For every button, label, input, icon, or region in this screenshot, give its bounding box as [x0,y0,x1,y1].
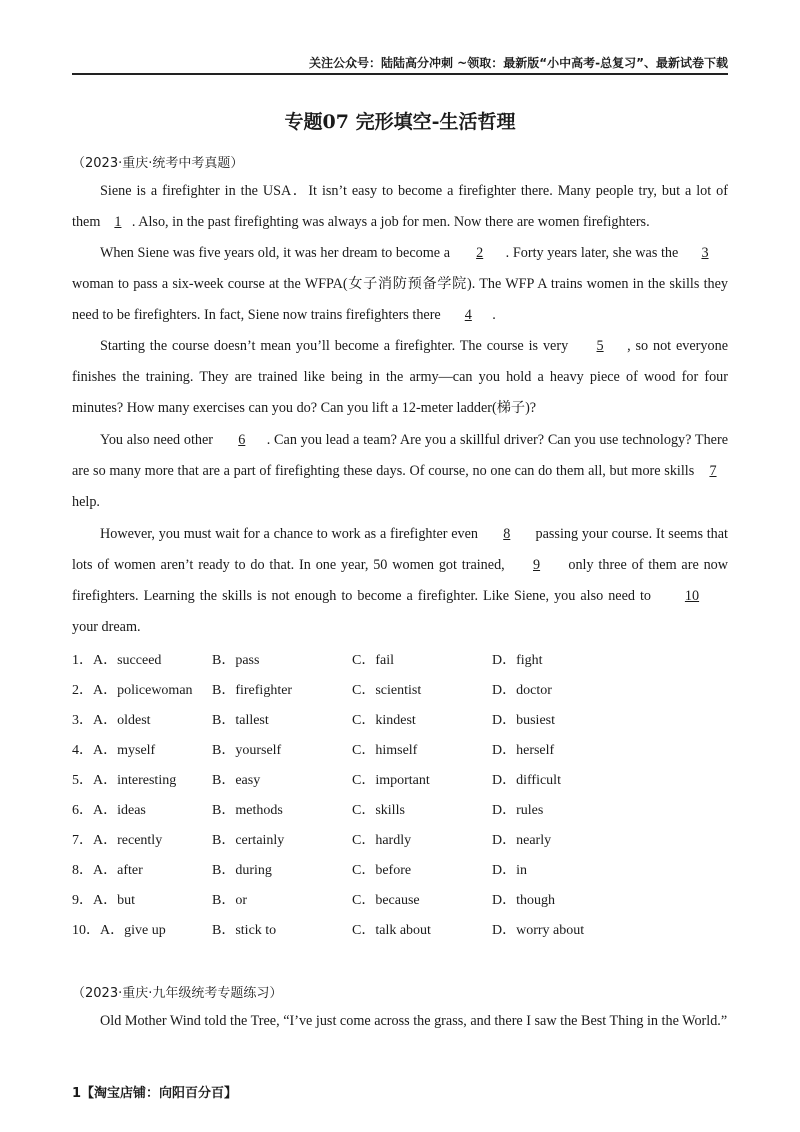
option-b[interactable]: B．yourself [212,743,282,758]
option-a[interactable]: 3．A．oldest [72,713,151,728]
blank-8[interactable]: 8 [503,526,511,542]
option-a[interactable]: 7．A．recently [72,833,163,848]
option-a[interactable]: 2．A．policewoman [72,683,193,698]
question-6-options [72,796,728,826]
question-10-options [72,916,728,946]
option-d[interactable]: D．fight [492,653,543,668]
option-d[interactable]: D．herself [492,743,555,758]
option-c[interactable]: C．skills [352,803,405,818]
passage1-paragraph-4: You also need other 6 . Can you lead a team? Are you a skillful driver? Can you use technology? There are so many more that are a part of firefighting these days. Of course, no one can do them all, but more skills 7 help. [72,425,728,518]
passage1-paragraph-5: However, you must wait for a chance to work as a firefighter even 8 passing your course. It seems that lots of women aren’t ready to do that. In one year, 50 women got trained, 9 only three of them are now firefighters. Learning the skills is not enough to become a firefighter. Like Siene, you also need to 10 your dream. [72,519,728,643]
option-c[interactable]: C．important [352,773,430,788]
option-b[interactable]: B．stick to [212,923,277,938]
option-d[interactable]: D．busiest [492,713,555,728]
question-4-options [72,736,728,766]
option-c[interactable]: C．scientist [352,683,422,698]
blank-3[interactable]: 3 [701,245,709,261]
option-b[interactable]: B．or [212,893,247,908]
page-title: 专题07 完形填空-生活哲理 [284,111,516,133]
question-9-options [72,886,728,916]
header-divider [72,73,728,75]
option-b[interactable]: B．pass [212,653,260,668]
option-d[interactable]: D．difficult [492,773,561,788]
blank-9[interactable]: 9 [533,557,541,573]
blank-7[interactable]: 7 [709,463,717,479]
option-b[interactable]: B．during [212,863,272,878]
option-a[interactable]: 8．A．after [72,863,143,878]
option-c[interactable]: C．hardly [352,833,412,848]
option-d[interactable]: D．nearly [492,833,552,848]
option-d[interactable]: D．worry about [492,923,585,938]
blank-5[interactable]: 5 [596,338,604,354]
passage1-paragraph-2: When Siene was five years old, it was her dream to become a 2 . Forty years later, she was the 3 woman to pass a six-week course at the WFPA(女子消防预备学院). The WFP A trains women in the skills they need to be firefighters. In fact, Siene now trains firefighters there 4 . [72,238,728,331]
blank-6[interactable]: 6 [238,432,246,448]
option-b[interactable]: B．methods [212,803,283,818]
question-2-options [72,676,728,706]
option-c[interactable]: C．himself [352,743,418,758]
option-a[interactable]: 1．A．succeed [72,653,162,668]
option-c[interactable]: C．talk about [352,923,431,938]
answer-options [72,646,728,946]
option-a[interactable]: 5．A．interesting [72,773,177,788]
option-c[interactable]: C．fail [352,653,394,668]
option-c[interactable]: C．before [352,863,412,878]
blank-2[interactable]: 2 [476,245,484,261]
page-header: 关注公众号：陆陆高分冲刺 ~领取：最新版“小中高考-总复习”、最新试卷下载 [309,56,728,70]
question-3-options [72,706,728,736]
option-a[interactable]: 6．A．ideas [72,803,146,818]
question-8-options [72,856,728,886]
option-a[interactable]: 10．A．give up [72,923,166,938]
blank-4[interactable]: 4 [464,307,472,323]
option-d[interactable]: D．rules [492,803,544,818]
question-1-options [72,646,728,676]
option-b[interactable]: B．tallest [212,713,269,728]
option-a[interactable]: 9．A．but [72,893,135,908]
question-5-options [72,766,728,796]
passage1-paragraph-3: Starting the course doesn’t mean you’ll become a firefighter. The course is very 5 , so not everyone finishes the training. They are trained like being in the army—can you hold a heavy piece of wood for four minutes? How many exercises can you do? Can you lift a 12-meter ladder(梯子)? [72,331,728,424]
option-d[interactable]: D．in [492,863,527,878]
passage2-source: （2023·重庆·九年级统考专题练习） [72,986,283,1001]
option-c[interactable]: C．kindest [352,713,416,728]
option-d[interactable]: D．though [492,893,555,908]
passage1-paragraph-1: Siene is a firefighter in the USA．It isn’t easy to become a firefighter there. Many people try, but a lot of them 1 . Also, in the past firefighting was always a job for men. Now there are women firefighters. [72,176,728,238]
option-a[interactable]: 4．A．myself [72,743,156,758]
question-7-options [72,826,728,856]
passage2-paragraph-1: Old Mother Wind told the Tree, “I’ve just come across the grass, and there I saw the Best Thing in the World.” [100,1013,728,1029]
option-d[interactable]: D．doctor [492,683,552,698]
passage1-source: （2023·重庆·统考中考真题） [72,156,244,171]
page-footer: 1【淘宝店铺：向阳百分百】 [72,1086,238,1101]
option-c[interactable]: C．because [352,893,420,908]
option-b[interactable]: B．firefighter [212,683,293,698]
blank-10[interactable]: 10 [684,588,700,604]
option-b[interactable]: B．certainly [212,833,285,848]
option-b[interactable]: B．easy [212,773,261,788]
blank-1[interactable]: 1 [114,214,122,230]
